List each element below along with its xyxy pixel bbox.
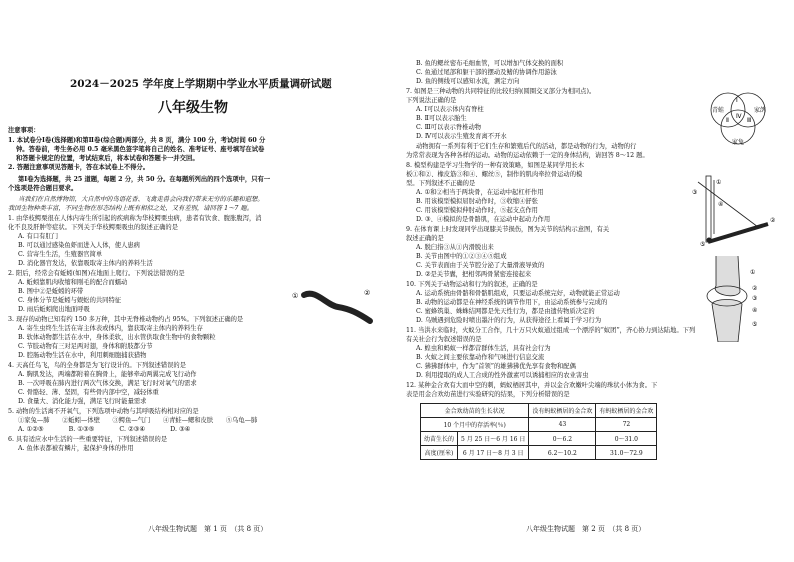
- question-line: D. 消化器官发达，依靠吸取寄主体内的养料生活: [18, 260, 153, 267]
- question-line: B. 用该模型模拟屈肘动作时，③收缩④舒张: [416, 198, 538, 205]
- joint-mark: ③: [752, 295, 758, 302]
- question-line: 板①和②、橡皮筋③和④、螺丝⑤，制作的肌肉牵拉骨运动的模: [406, 171, 583, 178]
- page-2: [406, 0, 786, 562]
- table-cell: 31.0～72.9: [596, 446, 657, 460]
- page-footer: 八年级生物试题 第 1 页 （共 8 页）: [148, 525, 268, 533]
- question-line: 11. 当洪水来临时，火蚁分工合作，几十万只火蚁通过组成一个漂浮的“蚁团”，齐心协力到达陆地。下列: [406, 327, 696, 334]
- question-line: A. 胸肌发达，两端都附着在胸骨上，能够牵动两翼完成飞行动作: [18, 371, 197, 378]
- screw: [707, 238, 712, 243]
- earthworm-label: ①: [292, 292, 299, 300]
- board-forearm: [708, 224, 768, 242]
- joint-mark: ⑤: [752, 321, 758, 328]
- question-line: 6. 具有适应水中生活的一些重要特征，下列叙述错误的是: [8, 436, 168, 443]
- question-line: C. 蜜蜂筑巢、蛛蛛结网都是先天性行为，都是由遗传物质决定的: [416, 308, 595, 315]
- question-line: 为常常表现为各种各样的运动。动物的运动依赖于一定的身体结构，请回答 8～12 题。: [406, 152, 649, 159]
- exam-title: 2024－2025 学年度上学期期中学业水平质量调研试题: [70, 78, 332, 90]
- section-instruction: 个选项是符合题目要求。: [8, 185, 78, 192]
- question-line: C. Ⅲ可以表示脊椎动物: [416, 124, 482, 131]
- model-mark: ④: [718, 201, 724, 208]
- notice-line: 钟。答卷前，考生务必用 0.5 毫米黑色签字笔将自己的姓名、准考证号、座号填写在试卷: [16, 146, 265, 153]
- question-line: A. 有口有肛门: [18, 233, 59, 240]
- question-line: B. 鱼的鳃丝密布毛细血管，可以增加气体交换的面积: [416, 60, 564, 67]
- results-table: [420, 403, 657, 460]
- question-line: C. 身体分节是蚯蚓与蜈蚣的共同特征: [18, 297, 122, 304]
- question-line: 有关社会行为叙述错误的是: [406, 336, 482, 343]
- question-line: B. Ⅱ可以表示胎生: [416, 115, 467, 122]
- question-line: B. 火蚁之间主要依靠动作和气味进行信息交流: [416, 354, 545, 361]
- table-row: [421, 404, 657, 418]
- table-cell: 6 月 17 日～8 月 3 日: [458, 446, 529, 460]
- notice-heading: 注意事项：: [8, 127, 40, 134]
- venn-label: 青蛙: [712, 107, 725, 114]
- question-line: D. 乌贼遇到危险时喷出墨汁的行为，从获得途径上看属于学习行为: [416, 317, 602, 324]
- intro-text: 当我们在自然博物馆，大自然中的鸟语花香、飞禽走兽会向我们带来无穷的乐趣和遐想。: [18, 196, 264, 203]
- question-line: 10. 下列关于动物运动和行为的叙述，正确的是: [406, 281, 538, 288]
- question-line: 2. 阳后，经常会有蚯蚓(如图)在地面上爬行。下列说法错误的是: [8, 270, 185, 277]
- question-line: A. 蝗虫和蚂蚁一样都营群体生活，具有社会行为: [416, 345, 551, 352]
- section-instruction: 第Ⅰ卷为选择题，共 25 道题，每题 2 分，共 50 分。在每题所列出的四个选项中，只有一: [18, 176, 271, 183]
- exam-subject: 八年级生物: [158, 100, 228, 116]
- table-cell: 0～31.0: [596, 432, 657, 446]
- table-cell: 10 个月中的存活率(％): [421, 418, 529, 432]
- venn-mark: Ⅲ: [747, 117, 752, 124]
- question-line: 表是用金合欢幼苗进行实验研究的结果，下列分析错误的是: [406, 391, 570, 398]
- question-line: 叙述正确的是: [406, 235, 444, 242]
- table-row: [421, 446, 657, 460]
- notice-line: 和答题卡规定的位置，考试结束后，将本试卷和答题卡一并交回。: [16, 155, 199, 162]
- table-cell: 6.2～10.2: [529, 446, 596, 460]
- model-mark: ②: [770, 217, 776, 224]
- question-line: A. ①②⑤ B. ①③⑤ C. ②③④ D. ③④: [18, 426, 191, 433]
- table-cell: 幼苗生长的: [421, 432, 458, 446]
- venn-label: 家兔: [732, 139, 745, 146]
- venn-mark: Ⅳ: [736, 113, 742, 120]
- question-line: D. 雨后蚯蚓爬出地面呼吸: [18, 306, 90, 313]
- model-mark: ①: [716, 179, 722, 186]
- venn-label: 家鸽: [754, 107, 767, 114]
- venn-mark: Ⅱ: [726, 117, 729, 124]
- question-line: 3. 现存的动物已知有约 150 多万种，其中无脊椎动物约占 95%。下列叙述正确的是: [8, 316, 244, 323]
- question-line: C. 用该模型模拟伸肘动作时，⑤起支点作用: [416, 207, 538, 214]
- page-footer: 八年级生物试题 第 2 页 （共 8 页）: [526, 525, 646, 533]
- table-cell: 没有蚂蚁栖居的金合欢: [529, 404, 596, 418]
- question-line: D. 利用提取的成人工合成的性外激素可以诱捕相应的农业害虫: [416, 372, 589, 379]
- page-1: [8, 0, 388, 562]
- question-line: D. 鱼的侧线可以感知水流，测定方向: [416, 78, 520, 85]
- question-line: 化不良及肝肿等症状。下列关于华枝鳄栗吸虫的叙述正确的是: [8, 224, 179, 231]
- notice-line: 1. 本试卷分Ⅰ卷(选择题)和第Ⅱ卷(综合题)两部分，共 8 页，满分 100 分，考试时间 60 分: [8, 137, 266, 144]
- question-line: A. 寄生虫终生生活在寄主体表或体内，靠获取寄主体内的养料生存: [18, 325, 203, 332]
- question-line: C. 鱼通过尾部和躯干部的摆动及鳍的协调作用游泳: [416, 69, 557, 76]
- question-line: 下列说法正确的是: [406, 97, 457, 104]
- question-line: A. Ⅰ可以表示体内有脊柱: [416, 106, 484, 113]
- question-line: D. ②是关节囊，把相邻两骨紧密连接起来: [416, 271, 532, 278]
- question-line: B. 图中②是蚯蚓的环带: [18, 288, 84, 295]
- bone-upper: [715, 256, 740, 296]
- table-cell: 金合欢幼苗的生长状况: [421, 404, 529, 418]
- question-line: C. 节肢动物有三对足两对翅，身体和附肢都分节: [18, 343, 153, 350]
- question-line: C. 关节表面由于关节腔分泌了大量滑液导致的: [416, 262, 545, 269]
- question-line: 型。下列叙述不正确的是: [406, 180, 476, 187]
- question-line: B. 关节由图中的①②③④⑤组成: [416, 253, 507, 260]
- question-line: 8. 模型构建是学习生物学的一种有效策略，如图是某同学用长木: [406, 162, 585, 169]
- joint-mark: ④: [752, 307, 758, 314]
- table-row: [421, 432, 657, 446]
- table-row: [421, 418, 657, 432]
- joint-figure: [696, 256, 766, 342]
- question-line: 动物拥有一系列有利于它们生存和繁殖后代的活动，都是动物的行为，动物的行: [416, 143, 637, 150]
- notice-line: 2. 答题注意事项见答题卡，答在本试卷上不得分。: [8, 164, 150, 171]
- question-line: 12. 某种金合欢有大而中空的刺，蚂蚁栖居其中，并以金合欢嫩叶尖端的珠状小体为食。下: [406, 382, 658, 389]
- model-mark: ⑤: [700, 241, 706, 248]
- table-cell: 高度(厘米): [421, 446, 458, 460]
- question-line: B. 可以通过感染鱼虾而进入人体，使人患病: [18, 242, 140, 249]
- question-line: 4. 天高任鸟飞，鸟的全身都是为飞行设计的。下列叙述错误的是: [8, 362, 187, 369]
- intro-text: 我国生物种类丰富，不同生物在形态结构上既有相似之处，又有差别，请回答 1～7 题。: [8, 205, 254, 212]
- question-line: D. Ⅳ可以表示生殖发育离不开水: [416, 133, 507, 140]
- question-line: A. ①和②相当于两块骨，在运动中起杠杆作用: [416, 189, 544, 196]
- joint-mark: ②: [752, 285, 758, 292]
- table-cell: 有蚂蚁栖居的金合欢: [596, 404, 657, 418]
- question-line: 7. 如图是三种动物的共同特征的比较归纳(圆圈交叉部分为相同点)。: [406, 88, 596, 95]
- band: [698, 182, 758, 227]
- question-line: D. ③、④模拟的是骨骼肌，在运动中起动力作用: [416, 216, 551, 223]
- question-line: D. 腔肠动物生活在水中，利用刺细胞捕获猎物: [18, 352, 147, 359]
- question-line: C. 狒狒群体中，作为“首领”的雄狒狒优先享有食物和配偶: [416, 363, 576, 370]
- venn-diagram: [698, 82, 780, 150]
- question-line: 1. 由华枝鳄栗很在人体内寄生所引起的疾病称为华枝鳄栗虫病，患者有饮食、腹胀腹泻，消: [8, 215, 262, 222]
- question-line: B. 一次呼吸在肺内进行两次气体交换，满足飞行时对氧气的需求: [18, 380, 197, 387]
- earthworm-figure: [292, 283, 382, 327]
- question-line: A. 运动系统由骨骼和骨骼肌组成，只要运动系统完好，动物就能正常运动: [416, 290, 620, 297]
- venn-mark: Ⅰ: [736, 97, 738, 104]
- board-upright: [706, 176, 711, 242]
- model-mark: ③: [692, 189, 698, 196]
- table-cell: 43: [529, 418, 596, 432]
- question-line: 5. 动物的生活离不开氧气，下列选项中动物与其呼吸结构相对应的是: [8, 408, 199, 415]
- table-cell: 0～6.2: [529, 432, 596, 446]
- question-line: B. 软体动物都生活在水中，身体柔软，出水管供取食生物中的食物颗粒: [18, 334, 216, 341]
- question-line: ①家兔—肺 ②蚯蚓—体壁 ③鳄鱼—气门 ④青蛙—鳃和皮肤 ⑤乌龟—肺: [18, 417, 258, 424]
- question-line: B. 动物的运动都是在神经系统的调节作用下，由运动系统参与完成的: [416, 299, 608, 306]
- question-line: A. 脱臼指③从①内滑脱出来: [416, 244, 494, 251]
- earthworm-label: ②: [364, 289, 371, 297]
- muscle-model-figure: [688, 172, 780, 248]
- question-line: C. 营寄生生活，生殖器官简单: [18, 251, 103, 258]
- question-line: A. 鱼体表都被有鳞片，起保护身体的作用: [18, 445, 134, 452]
- earthworm-body: [304, 294, 370, 321]
- question-line: A. 蚯蚓靠肌肉收缩和刚毛的配合而蠕动: [18, 279, 128, 286]
- joint-mark: ①: [750, 269, 756, 276]
- table-cell: 72: [596, 418, 657, 432]
- question-line: 9. 在体育课上时发现同学出现膝关节损伤，图为关节的结构示意图，有关: [406, 226, 610, 233]
- table-cell: 5 月 25 日～6 月 16 日: [458, 432, 529, 446]
- question-line: C. 骨骼轻、薄、坚固，有些骨内部中空，减轻体重: [18, 389, 159, 396]
- question-line: D. 食量大、消化能力强，满足飞行时能量需求: [18, 398, 147, 405]
